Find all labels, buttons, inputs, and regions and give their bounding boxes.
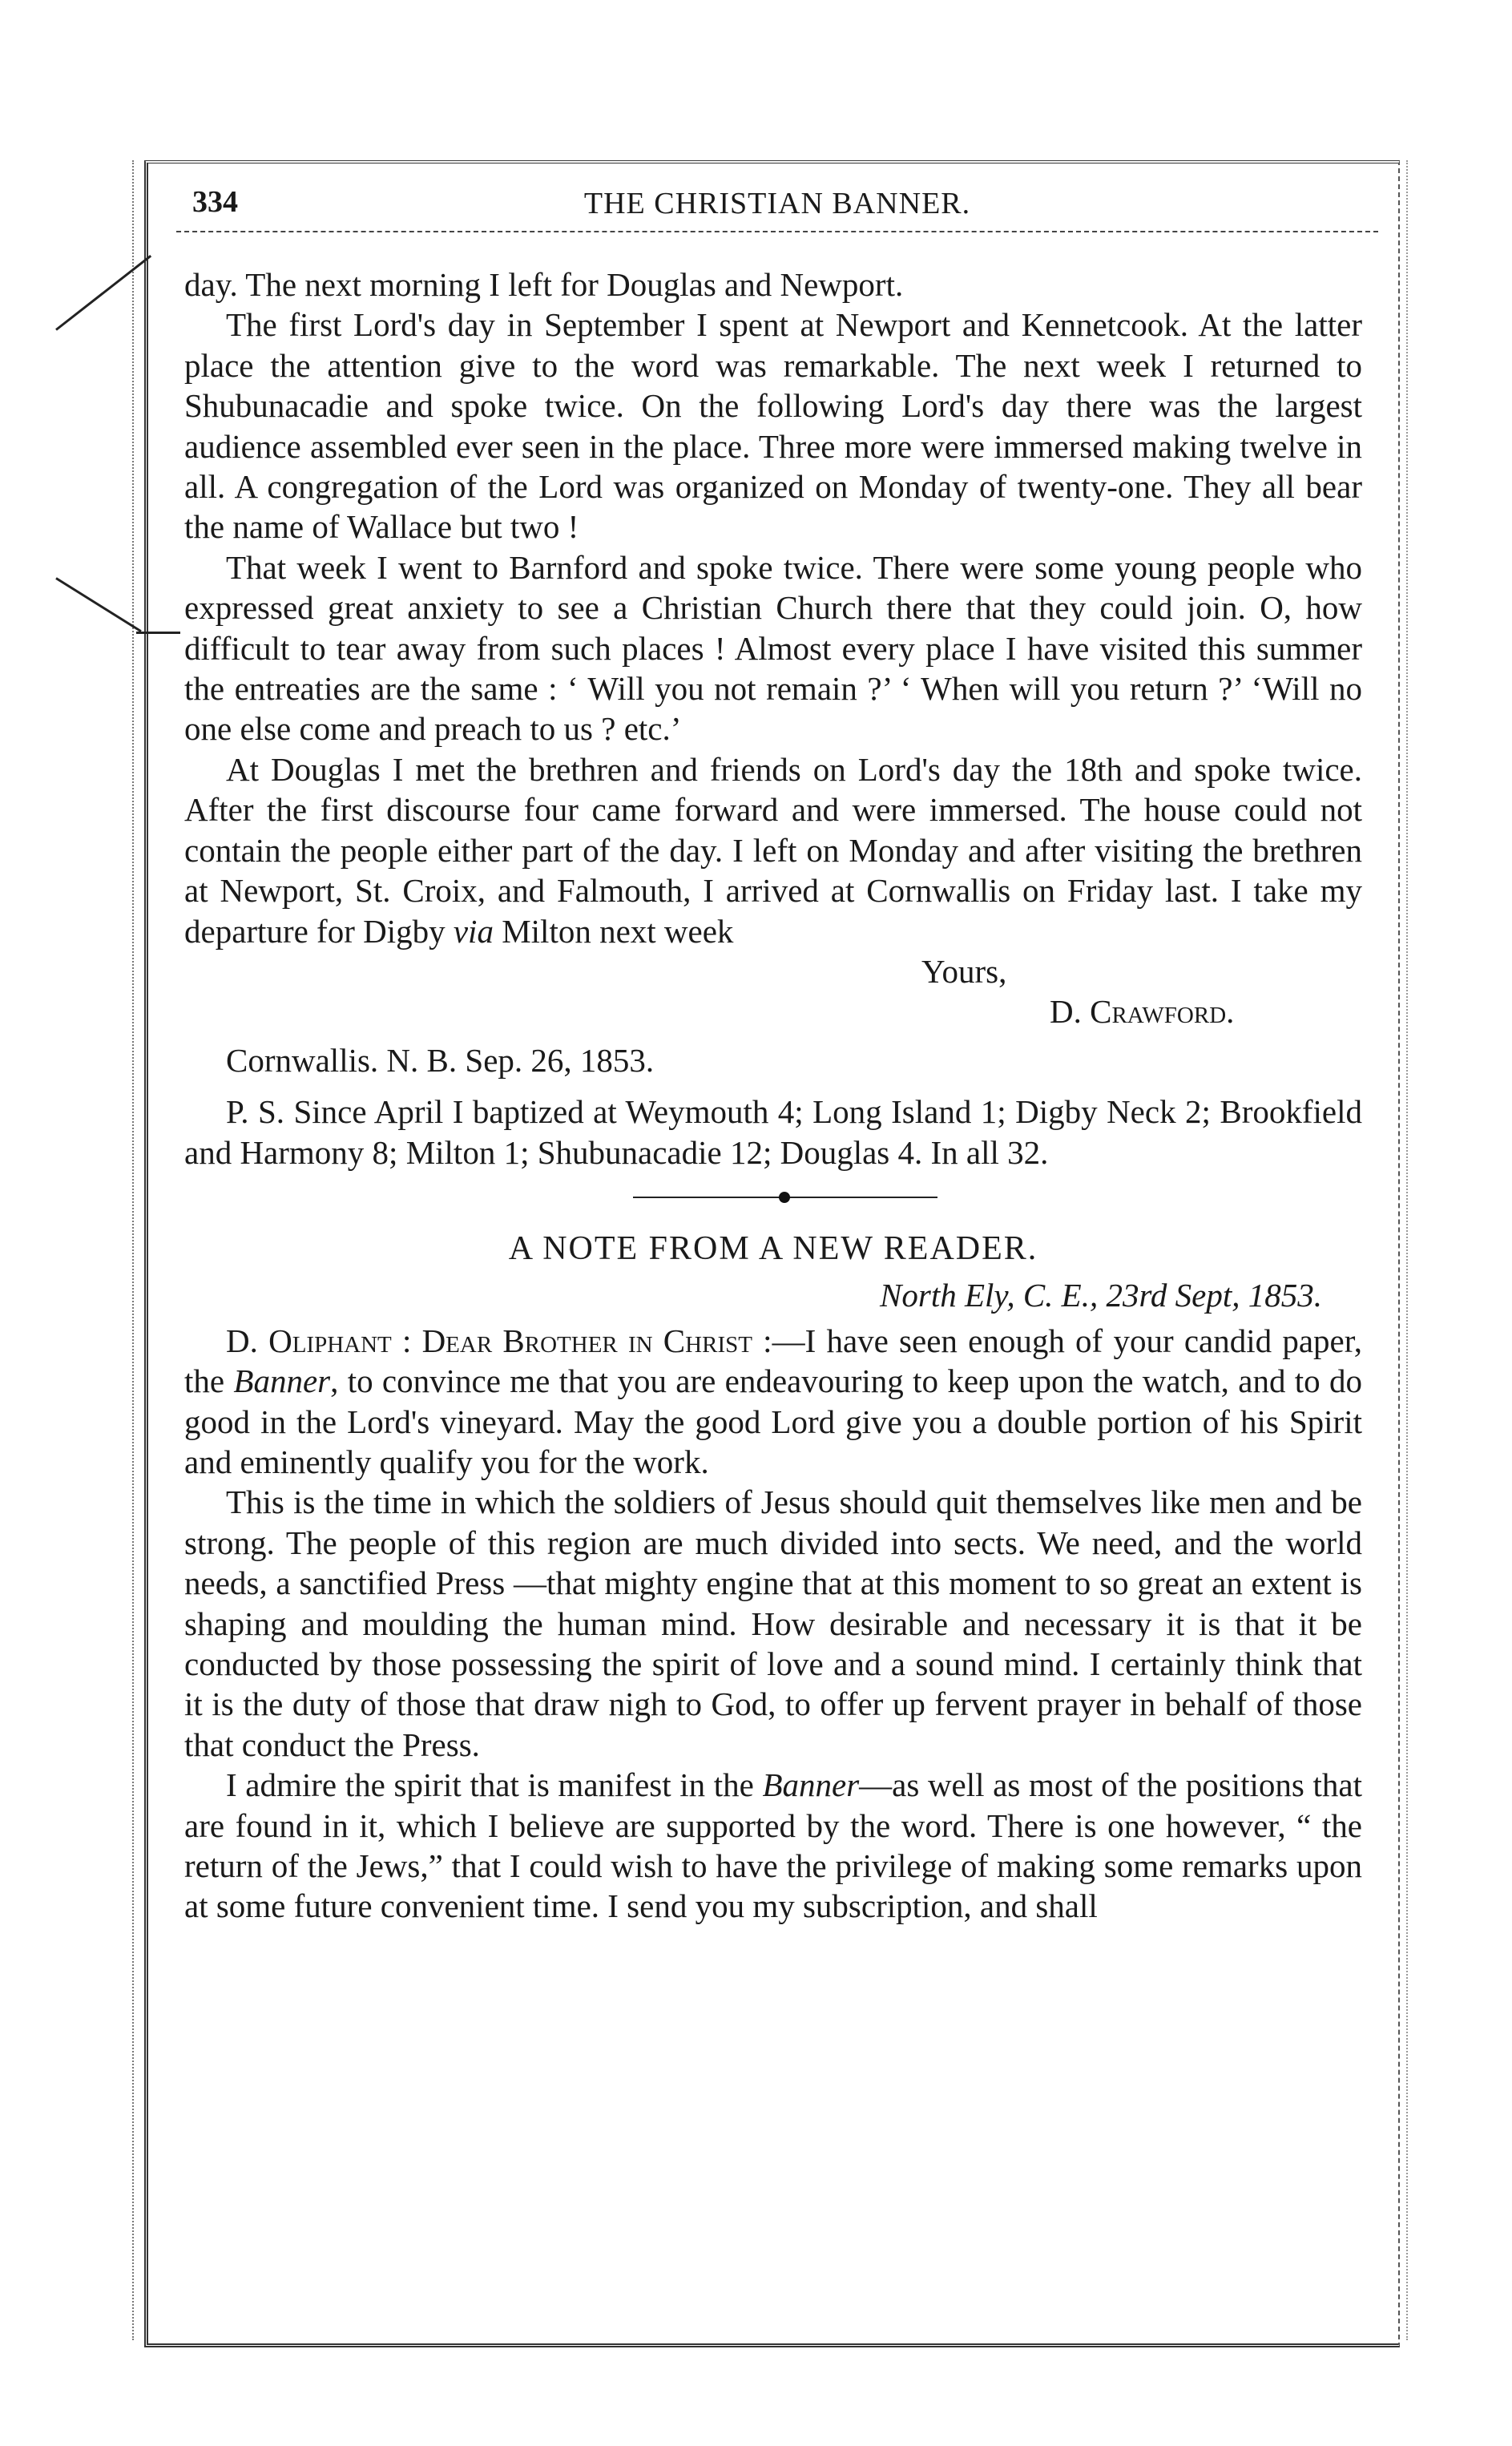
paragraph: This is the time in which the soldiers of Jesus should quit themselves like men and be strong. The people of this region are much divided into sects. We need, and the world needs, a sanctified Press —that mighty engine that at this moment to so great an extent is shaping and moulding the human mind. How desirable and necessary it is that it be conducted by those possessing the spirit of love and a sound mind. I certainly think that it is the duty of those that draw nigh to God, to offer up fervent prayer in behalf of those that conduct the Press. bbox=[184, 1483, 1362, 1763]
paragraph bbox=[184, 749, 1362, 951]
letter-closing: Yours, bbox=[921, 952, 1007, 990]
paragraph-text: Milton next week bbox=[502, 912, 734, 950]
paragraph-text: , to convince me that you are endeavouring to keep upon the watch, and to do good in the Lord's vineyard. May the good Lord give you a double portion of his Spirit and eminently qualify you for the work. bbox=[184, 1362, 1362, 1480]
left-margin-rule bbox=[132, 160, 139, 2340]
paragraph bbox=[184, 1765, 1362, 1927]
letter-signature: D. Crawford. bbox=[1050, 993, 1235, 1031]
article-place-date: North Ely, C. E., 23rd Sept, 1853. bbox=[880, 1277, 1322, 1314]
paragraph bbox=[184, 1321, 1362, 1483]
italic-word: via bbox=[453, 912, 494, 950]
letter-dateline: Cornwallis. N. B. Sep. 26, 1853. bbox=[226, 1041, 655, 1079]
salutation: D. Oliphant : Dear Brother in Christ : bbox=[226, 1322, 772, 1359]
divider-ornament bbox=[779, 1192, 790, 1203]
article-title: A NOTE FROM A NEW READER. bbox=[508, 1229, 1038, 1267]
section-divider bbox=[184, 1173, 1362, 1229]
margin-pencil-mark bbox=[136, 632, 180, 634]
page-number: 334 bbox=[192, 185, 238, 219]
postscript: P. S. Since April I baptized at Weymouth 4; Long Island 1; Digby Neck 2; Brookfield and Harmony 8; Milton 1; Shubunacadie 12; Douglas 4. In all 32. bbox=[184, 1093, 1362, 1171]
paragraph-text: —as well as most of the positions that are found in it, which I believe are supported by the word. There is one however, “ the return of the Jews,” that I could wish to have the privilege of making some remarks upon at some future convenient time. I send you my subscription, and shall bbox=[184, 1766, 1362, 1925]
page-body bbox=[184, 264, 1362, 1927]
paragraph: That week I went to Barnford and spoke twice. There were some young people who expressed great anxiety to see a Christian Church there that they could join. O, how difficult to tear away from such places ! Almost every place I have visited this summer the entreaties are the same : ‘ Will you not remain ?’ ‘ When will you return ?’ ‘Will no one else come and preach to us ? etc.’ bbox=[184, 548, 1362, 748]
page-header bbox=[176, 183, 1378, 232]
paragraph: The first Lord's day in September I spent at Newport and Kennetcook. At the latter place the attention give to the word was remarkable. The next week I returned to Shubunacadie and spoke twice. On the following Lord's day there was the largest audience assembled ever seen in the place. Three more were immersed making twelve in all. A congregation of the Lord was organized on Monday of twenty-one. They all bear the name of Wallace but two ! bbox=[184, 306, 1362, 546]
italic-word: Banner bbox=[762, 1766, 860, 1804]
margin-pencil-mark bbox=[55, 577, 142, 632]
italic-word: Banner bbox=[233, 1362, 331, 1400]
paragraph: day. The next morning I left for Douglas and Newport. bbox=[184, 266, 904, 303]
paragraph-text: At Douglas I met the brethren and friends on Lord's day the 18th and spoke twice. After the first discourse four came forward and were immersed. The house could not contain the people either part of the day. I left on Monday and after visiting the brethren at Newport, St. Croix, and Falmouth, I arrived at Cornwallis on Friday last. I take my departure for Digby bbox=[184, 750, 1362, 950]
paragraph-text: —I have seen enough of your candid paper, the bbox=[184, 1322, 1362, 1400]
paragraph-text: I admire the spirit that is manifest in the bbox=[226, 1766, 754, 1804]
running-title: THE CHRISTIAN BANNER. bbox=[583, 187, 971, 220]
right-margin-rule bbox=[1406, 160, 1413, 2340]
